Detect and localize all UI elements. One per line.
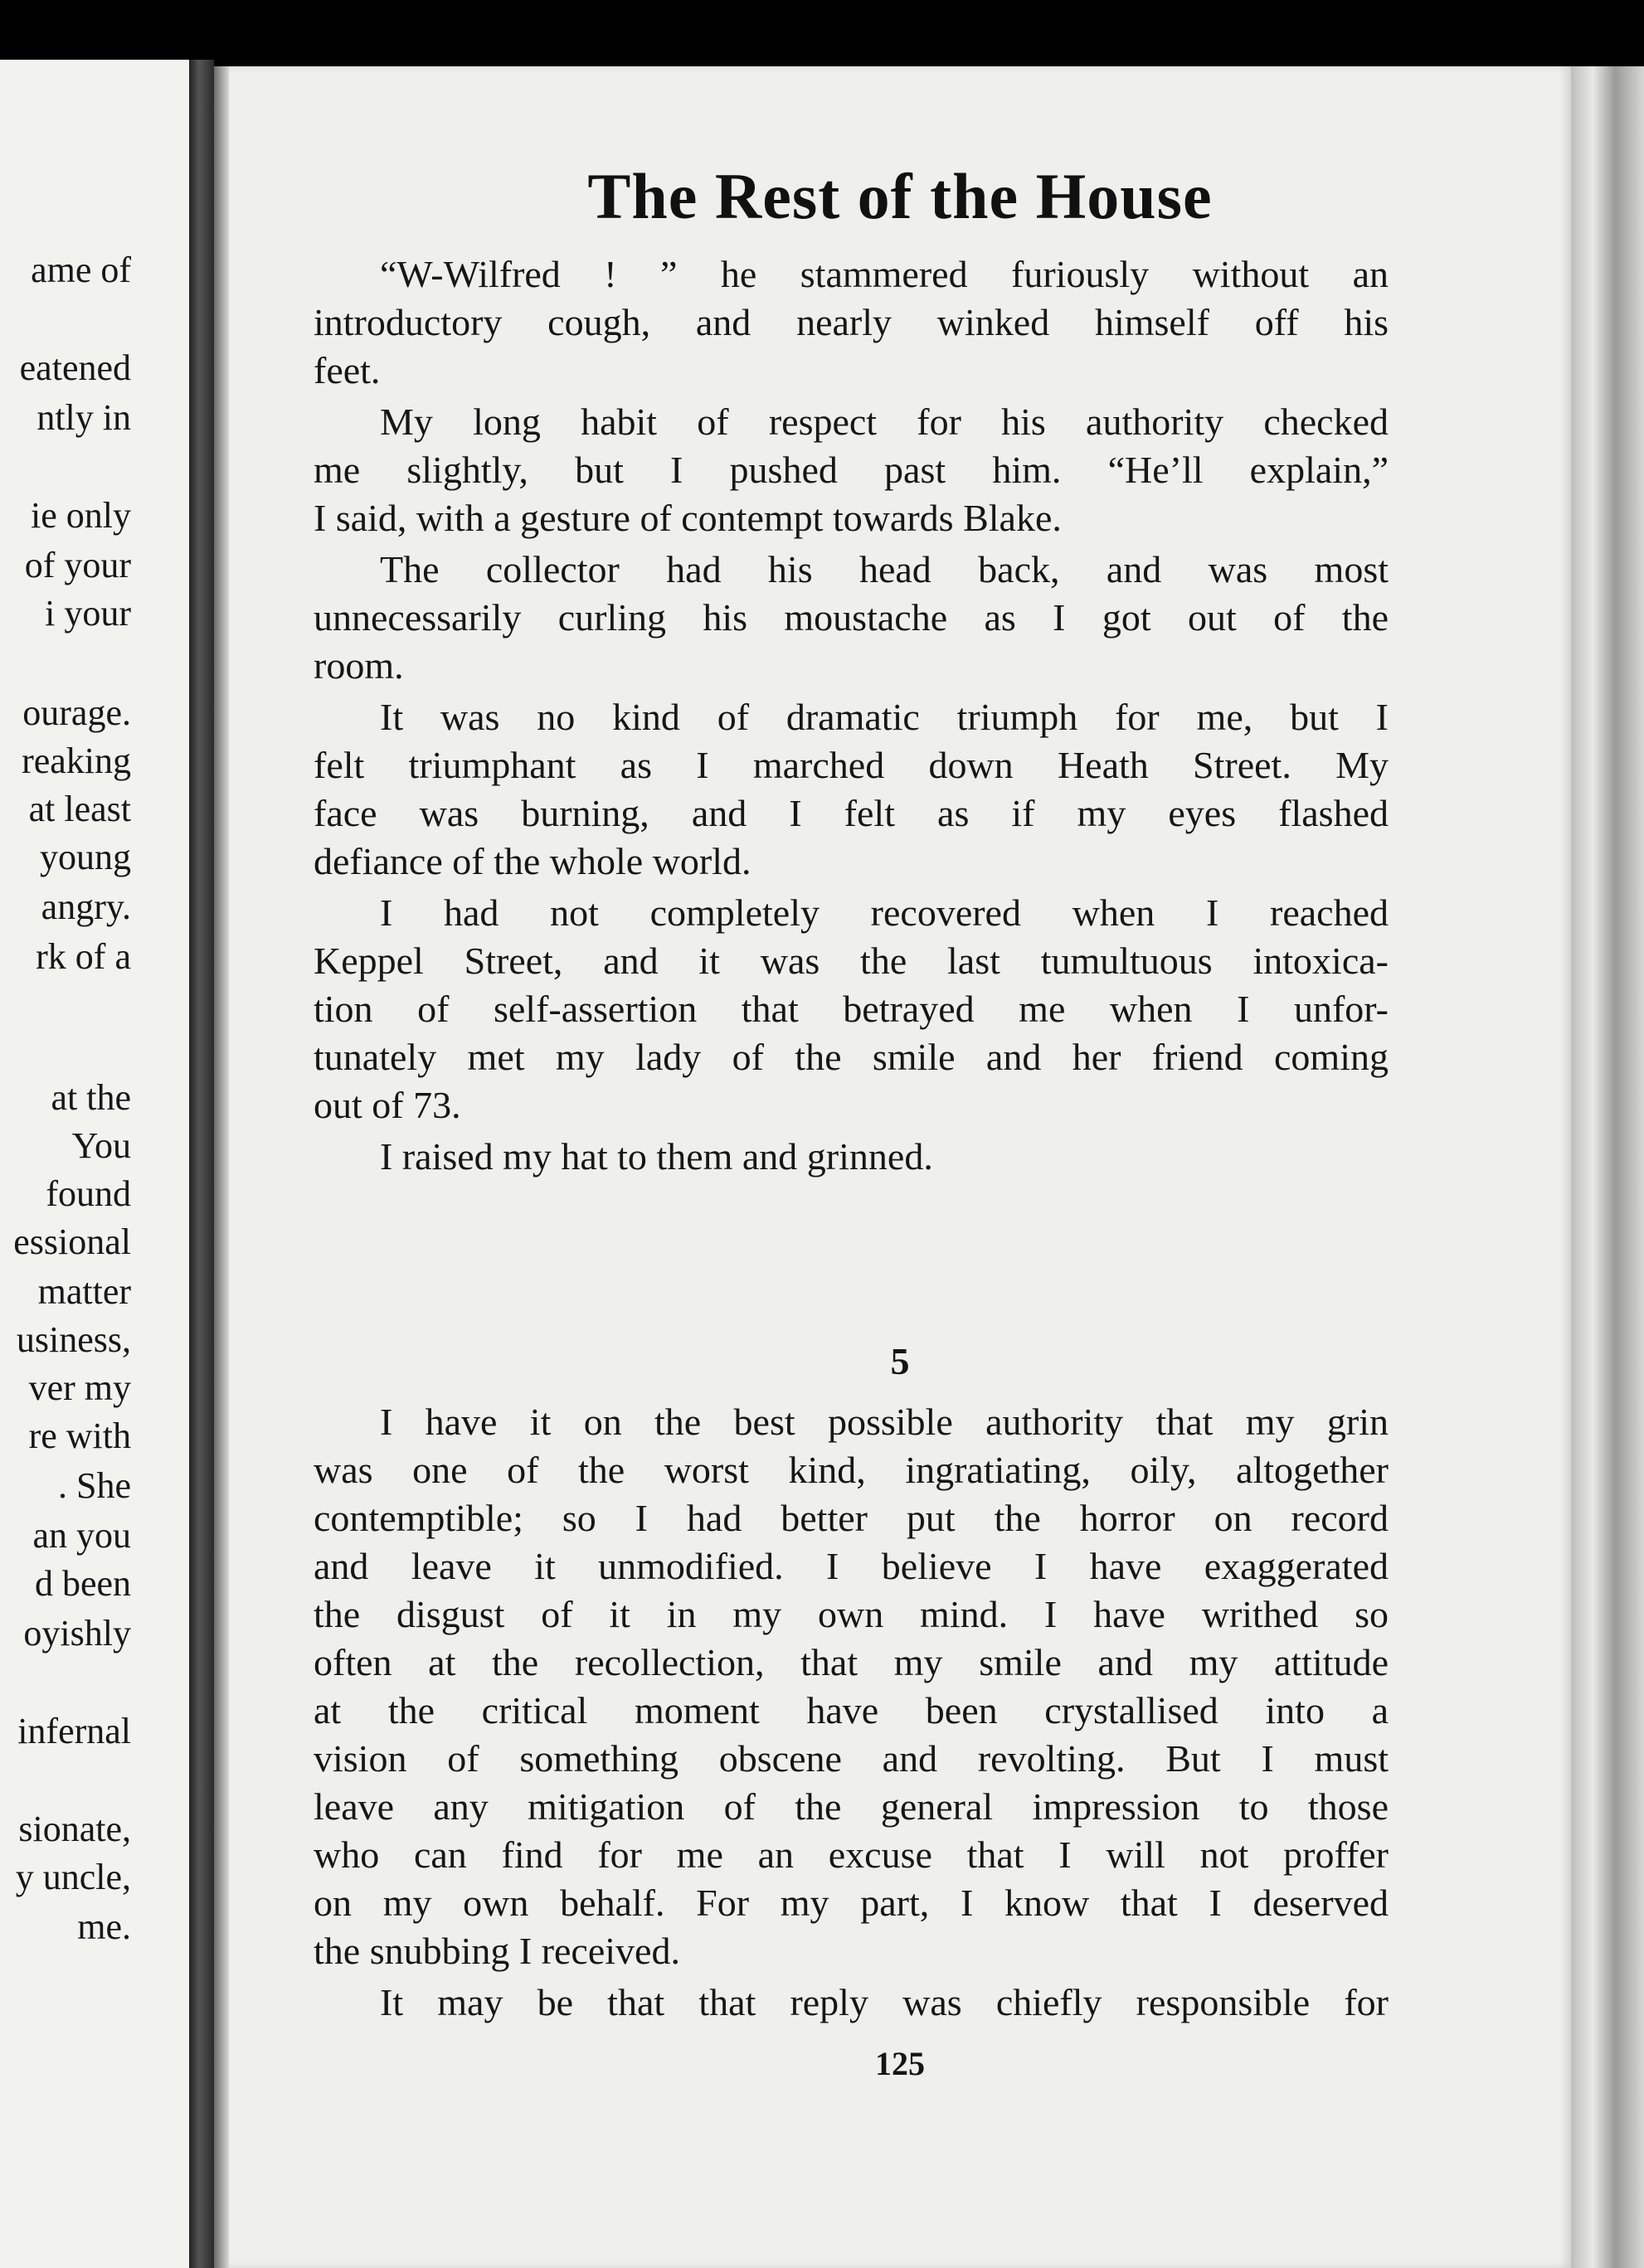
book-page [229, 66, 1571, 2268]
left-page-fragment: . She [58, 1465, 131, 1506]
left-page-fragment: at least [28, 789, 131, 829]
text-line: The collector had his head back, and was most [380, 548, 1389, 590]
left-page-fragment: angry. [41, 886, 131, 927]
left-page-fragment: ame of [31, 250, 131, 290]
left-page-fragment: sionate, [18, 1809, 131, 1849]
text-line: tunately met my lady of the smile and her friend coming [314, 1036, 1389, 1078]
text-line: I raised my hat to them and grinned. [380, 1135, 933, 1178]
left-page-fragment: y uncle, [15, 1857, 131, 1897]
text-line: It may be that that reply was chiefly responsible for [380, 1981, 1389, 2023]
text-line: at the critical moment have been crystallised into a [314, 1689, 1389, 1731]
book-gutter [189, 60, 214, 2268]
left-page-fragment: essional [13, 1221, 131, 1262]
text-line: me slightly, but I pushed past him. “He’ll explain,” [314, 449, 1389, 491]
text-line: the disgust of it in my own mind. I have writhed so [314, 1593, 1389, 1635]
text-line: introductory cough, and nearly winked himself off his [314, 301, 1389, 343]
text-line: felt triumphant as I marched down Heath Street. My [314, 744, 1389, 786]
text-line: It was no kind of dramatic triumph for me, but I [380, 696, 1389, 738]
text-line: room. [314, 644, 404, 687]
text-line: Keppel Street, and it was the last tumultuous intoxica- [314, 940, 1389, 982]
text-line: feet. [314, 349, 381, 391]
left-page-fragment: d been [34, 1563, 131, 1604]
running-head-title: The Rest of the House [587, 160, 1213, 232]
left-page-fragment: re with [28, 1416, 131, 1456]
facing-left-page [0, 60, 189, 2268]
text-line: out of 73. [314, 1084, 461, 1126]
text-line: on my own behalf. For my part, I know that I deserved [314, 1882, 1389, 1924]
text-line: leave any mitigation of the general impression to those [314, 1785, 1389, 1828]
left-page-fragment: young [40, 837, 131, 877]
text-line: I said, with a gesture of contempt towards Blake. [314, 497, 1062, 539]
left-page-fragment: of your [24, 545, 131, 585]
left-page-fragment: ver my [28, 1367, 131, 1408]
left-page-fragment: me. [77, 1906, 131, 1947]
text-line: “W-Wilfred ! ” he stammered furiously without an [380, 253, 1389, 295]
left-page-fragment: matter [37, 1271, 131, 1312]
text-line: was one of the worst kind, ingratiating, oily, altogether [314, 1449, 1389, 1491]
left-page-fragment: an you [32, 1515, 131, 1556]
text-line: vision of something obscene and revolting. But I must [314, 1737, 1389, 1780]
text-line: and leave it unmodified. I believe I have exaggerated [314, 1545, 1389, 1587]
page-number: 125 [875, 2045, 925, 2082]
left-page-fragment: eatened [19, 347, 131, 388]
text-line: unnecessarily curling his moustache as I got out of the [314, 596, 1389, 639]
left-page-fragment: rk of a [36, 936, 131, 977]
text-line: My long habit of respect for his authority checked [380, 401, 1389, 443]
left-page-fragment: infernal [17, 1711, 131, 1751]
text-line: the snubbing I received. [314, 1930, 680, 1972]
left-page-fragment: at the [51, 1077, 131, 1118]
left-page-fragment: usiness, [16, 1319, 131, 1360]
text-line: contemptible; so I had better put the horror on record [314, 1497, 1389, 1539]
text-line: defiance of the whole world. [314, 840, 751, 882]
left-page-fragment: ntly in [36, 397, 131, 438]
text-line: who can find for me an excuse that I will not proffer [314, 1833, 1389, 1876]
text-line: I had not completely recovered when I reached [380, 891, 1389, 934]
left-page-fragment: found [46, 1173, 131, 1214]
page-edge-stack [1571, 66, 1644, 2268]
gutter-shadow [214, 66, 229, 2268]
left-page-fragment: i your [45, 593, 131, 634]
left-page-fragment: reaking [22, 741, 131, 781]
text-line: face was burning, and I felt as if my eyes flashed [314, 792, 1389, 834]
left-page-fragment: oyishly [23, 1613, 131, 1654]
section-number: 5 [890, 1340, 910, 1382]
text-line: often at the recollection, that my smile and my attitude [314, 1641, 1389, 1683]
left-page-fragment: You [71, 1125, 131, 1166]
text-line: tion of self-assertion that betrayed me when I unfor- [314, 988, 1389, 1030]
left-page-fragment: ie only [31, 495, 131, 536]
text-line: I have it on the best possible authority that my grin [380, 1401, 1389, 1443]
left-page-fragment: ourage. [22, 692, 131, 733]
